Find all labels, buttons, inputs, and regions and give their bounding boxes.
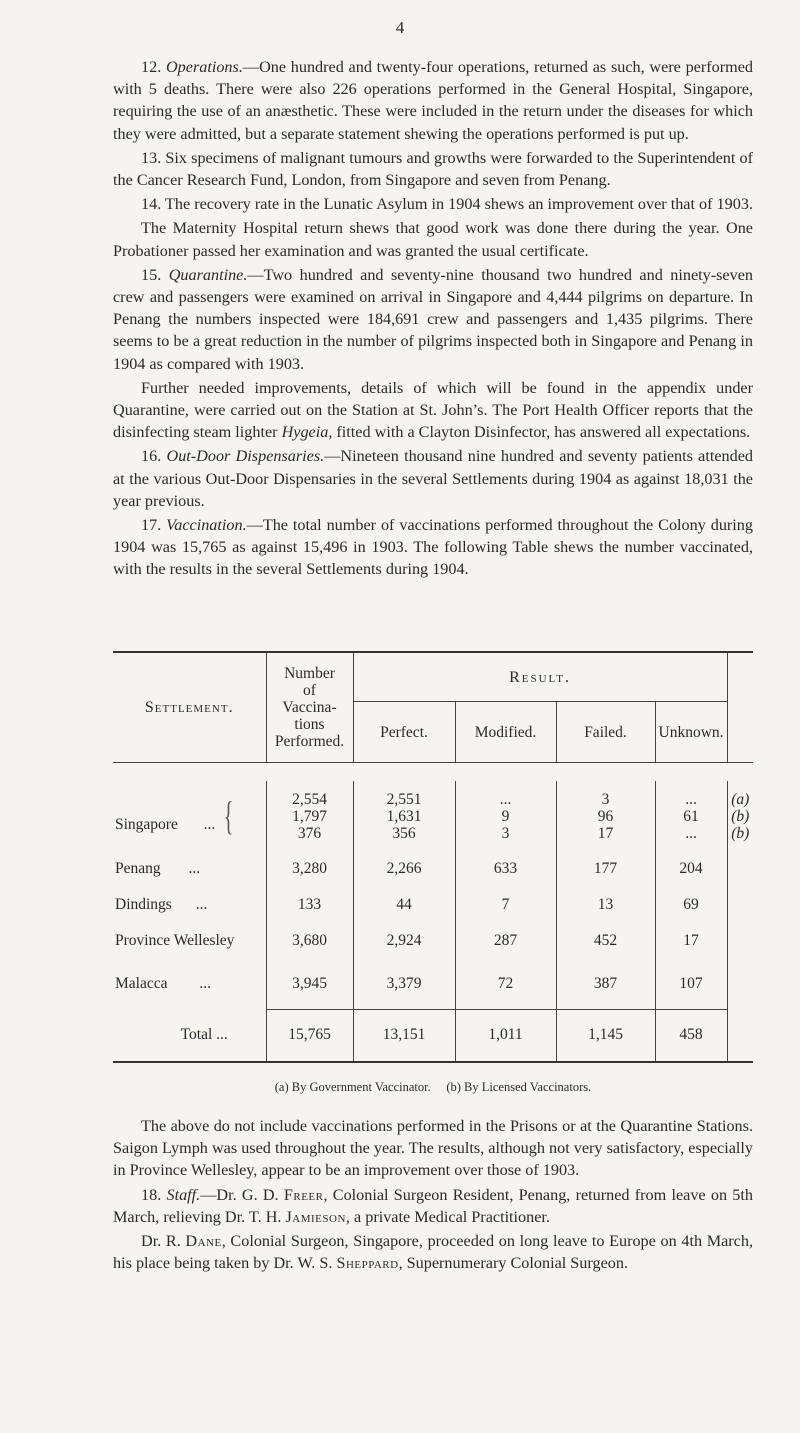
cell-note — [727, 851, 753, 887]
table-row-province-wellesley — [113, 923, 753, 959]
cell-value: ... — [685, 824, 697, 842]
vaccination-table — [113, 651, 753, 1063]
improvements-text: Further needed improvements, details of which will be found in the appendix under Quarantine, were carried out on the Station at St. John’s. The Port Health Officer reports that the disinfecting steam lighter — [113, 378, 753, 442]
cell-value: 3 — [501, 824, 510, 842]
section-number: 17. — [141, 516, 162, 535]
leader-dots: ... — [188, 860, 201, 877]
header-settlement: Settlement. — [113, 652, 266, 763]
cell-number — [266, 781, 353, 851]
section-title-vaccination: Vaccination. — [166, 516, 247, 535]
cell-failed — [556, 781, 655, 851]
table-row-penang — [113, 851, 753, 887]
paragraph-dispensaries — [113, 445, 753, 512]
table-footnote: (a) By Government Vaccinator. (b) By Licensed Vaccinators. — [274, 1080, 592, 1094]
table-row-dindings — [113, 887, 753, 923]
settlement-label: Malacca — [115, 975, 168, 992]
settlement-label: Penang — [115, 860, 161, 877]
quarantine-text: —Two hundred and seventy-nine thousand two hundred and ninety-seven crew and passengers were examined on arrival in Singapore and 4,444 pilgrims on departure. In Penang the numbers inspected were 184,691 crew and passengers and 1,435 pilgrims. There seems to be a great reduction in the number of pilgrims inspected both in Singapore and Penang in 1904 as compared with 1903. — [113, 265, 753, 373]
cell-note — [727, 959, 753, 1009]
cell-value: 9 — [501, 807, 510, 825]
cell-perfect: 2,924 — [353, 923, 455, 959]
vaccination-text: —The total number of vaccinations performed throughout the Colony during 1904 was 15,765 as against 15,496 in 1903. The following Table shews the number vaccinated, with the results in the several Settlements during 1904. — [113, 516, 753, 579]
cell-value: ... — [685, 790, 697, 808]
cell-value: 1,797 — [292, 807, 327, 825]
section-title-quarantine: Quarantine. — [168, 265, 248, 284]
person-name: Sheppard — [336, 1254, 399, 1273]
body-text — [113, 56, 753, 581]
total-label: Total ... — [180, 1026, 228, 1043]
paragraph-cancer-specimens: 13. Six specimens of malignant tumours and growths were forwarded to the Superintendent of the Cancer Research Fund, London, from Singapore and seven from Penang. — [113, 148, 753, 190]
section-number: 12. — [141, 58, 162, 76]
cell-value: 17 — [597, 824, 614, 842]
header-failed: Failed. — [556, 702, 655, 763]
paragraph-vaccination — [113, 514, 753, 581]
section-number: 18. — [141, 1185, 162, 1204]
cell-failed: 387 — [556, 959, 655, 1009]
settlement-name — [113, 923, 266, 959]
paragraph-lunatic-asylum: 14. The recovery rate in the Lunatic Asylum in 1904 shews an improvement over that of 1903. — [141, 195, 753, 214]
cell-number: 133 — [266, 887, 353, 923]
note-marker: (a) — [731, 790, 750, 808]
section-title-staff: Staff. — [166, 1185, 201, 1204]
settlement-name — [113, 959, 266, 1009]
cell-failed: 13 — [556, 887, 655, 923]
settlement-name-singapore — [113, 781, 266, 851]
settlement-name — [113, 887, 266, 923]
total-number: 15,765 — [266, 1009, 353, 1062]
cell-perfect: 2,266 — [353, 851, 455, 887]
settlement-label: Singapore — [115, 816, 178, 833]
ship-name: Hygeia — [281, 423, 329, 442]
leader-dots: ... — [195, 896, 208, 913]
cell-unknown — [655, 781, 727, 851]
header-result: Result. — [353, 652, 727, 702]
person-name: Freer — [283, 1185, 324, 1204]
improvements-text-end: , fitted with a Clayton Disinfector, has answered all expectations. — [328, 423, 751, 442]
cell-number: 3,280 — [266, 851, 353, 887]
total-unknown: 458 — [655, 1009, 727, 1062]
cell-modified: 72 — [455, 959, 556, 1009]
section-number: 15. — [141, 265, 162, 284]
paragraph-quarantine-improvements — [113, 377, 753, 444]
table-row-malacca — [113, 959, 753, 1009]
section-title-dispensaries: Out-Door Dispensaries. — [166, 447, 325, 466]
paragraph-vaccination-notes: The above do not include vaccinations performed in the Prisons or at the Quarantine Stations. Saigon Lymph was used throughout the year. The results, although not very satisfactory, especially in Province Wellesley, appear to be an improvement over those of 1903. — [113, 1117, 753, 1180]
cell-value: ... — [499, 790, 512, 808]
staff-text: , a private Medical Practitioner. — [345, 1207, 550, 1226]
settlement-name — [113, 851, 266, 887]
cell-value: 376 — [297, 824, 322, 842]
cell-perfect — [353, 781, 455, 851]
header-number-line: Number — [284, 665, 335, 682]
person-name: Dane — [185, 1232, 222, 1251]
cell-number: 3,680 — [266, 923, 353, 959]
cell-value: 1,631 — [386, 807, 422, 825]
header-perfect: Perfect. — [353, 702, 455, 763]
staff-text: , Colonial Surgeon Resident, Penang, returned from leave on 5th March, relieving Dr. T. H. — [113, 1185, 753, 1226]
header-unknown: Unknown. — [655, 702, 727, 763]
header-number-vaccinations — [266, 652, 353, 763]
section-title-operations: Operations. — [165, 58, 243, 76]
vaccination-table-wrapper — [113, 651, 753, 1063]
cell-note — [727, 923, 753, 959]
person-name: Jamieson — [285, 1207, 346, 1226]
cell-number: 3,945 — [266, 959, 353, 1009]
cell-value: 61 — [683, 807, 699, 825]
cell-modified: 7 — [455, 887, 556, 923]
cell-value: 96 — [597, 807, 614, 825]
cell-unknown: 107 — [655, 959, 727, 1009]
operations-text: —One hundred and twenty-four operations, returned as such, were performed with 5 deaths. There were also 226 operations performed in the General Hospital, Singapore, requiring the use of an anæsthetic. These were included in the return under the diseases for which they were admitted, but a separate statement shewing the operations performed is put up. — [113, 58, 754, 143]
paragraph-staff-leave — [113, 1230, 753, 1274]
cell-note — [727, 781, 753, 851]
note-marker: (b) — [731, 807, 750, 825]
header-number-line: tions — [294, 716, 325, 733]
cell-unknown: 17 — [655, 923, 727, 959]
cell-modified: 287 — [455, 923, 556, 959]
staff-text: , Supernumerary Colonial Surgeon. — [398, 1254, 629, 1273]
cell-failed: 452 — [556, 923, 655, 959]
note-marker: (b) — [731, 824, 750, 842]
paragraph-staff — [113, 1184, 753, 1228]
cell-unknown: 204 — [655, 851, 727, 887]
paragraph-quarantine — [113, 264, 753, 375]
brace-symbol: { — [223, 793, 234, 838]
section-number: 16. — [141, 447, 162, 466]
cell-modified: 633 — [455, 851, 556, 887]
staff-text: , Colonial Surgeon, Singapore, proceeded on long leave to Europe on 4th March, his place being taken by Dr. W. S. — [113, 1232, 753, 1273]
leader-dots: ... — [199, 975, 211, 992]
paragraph-maternity-hospital: The Maternity Hospital return shews that good work was done there during the year. One Probationer passed her examination and was granted the usual certificate. — [113, 219, 753, 260]
paragraph-operations — [113, 56, 753, 145]
cell-value: 2,551 — [386, 790, 422, 808]
total-perfect: 13,151 — [353, 1009, 455, 1062]
table-row-total — [113, 1009, 753, 1062]
header-number-line: Performed. — [274, 733, 345, 750]
cell-perfect: 44 — [353, 887, 455, 923]
header-number-line: of — [303, 682, 316, 699]
header-number-line: Vaccina- — [282, 699, 337, 716]
dispensaries-text: —Nineteen thousand nine hundred and seventy patients attended at the various Out-Door Dispensaries in the several Settlements during 1904 as against 18,031 the year previous. — [113, 447, 754, 510]
cell-note — [727, 1009, 753, 1062]
settlement-label: Dindings — [115, 896, 172, 913]
cell-failed: 177 — [556, 851, 655, 887]
cell-unknown: 69 — [655, 887, 727, 923]
page-number: 4 — [395, 18, 405, 37]
table-row-singapore — [113, 781, 753, 851]
cell-value: 2,554 — [292, 790, 327, 808]
staff-text: —Dr. G. D. — [200, 1185, 284, 1204]
total-modified: 1,011 — [455, 1009, 556, 1062]
cell-note — [727, 887, 753, 923]
cell-modified — [455, 781, 556, 851]
total-failed: 1,145 — [556, 1009, 655, 1062]
leader-dots: ... — [203, 816, 216, 833]
header-note-col — [727, 652, 753, 763]
header-modified: Modified. — [455, 702, 556, 763]
cell-perfect: 3,379 — [353, 959, 455, 1009]
body-text-lower — [113, 1115, 753, 1274]
settlement-label: Province Wellesley — [115, 932, 235, 949]
cell-value: 3 — [601, 790, 610, 808]
cell-value: 356 — [392, 824, 416, 842]
staff-text: Dr. R. — [141, 1232, 186, 1251]
